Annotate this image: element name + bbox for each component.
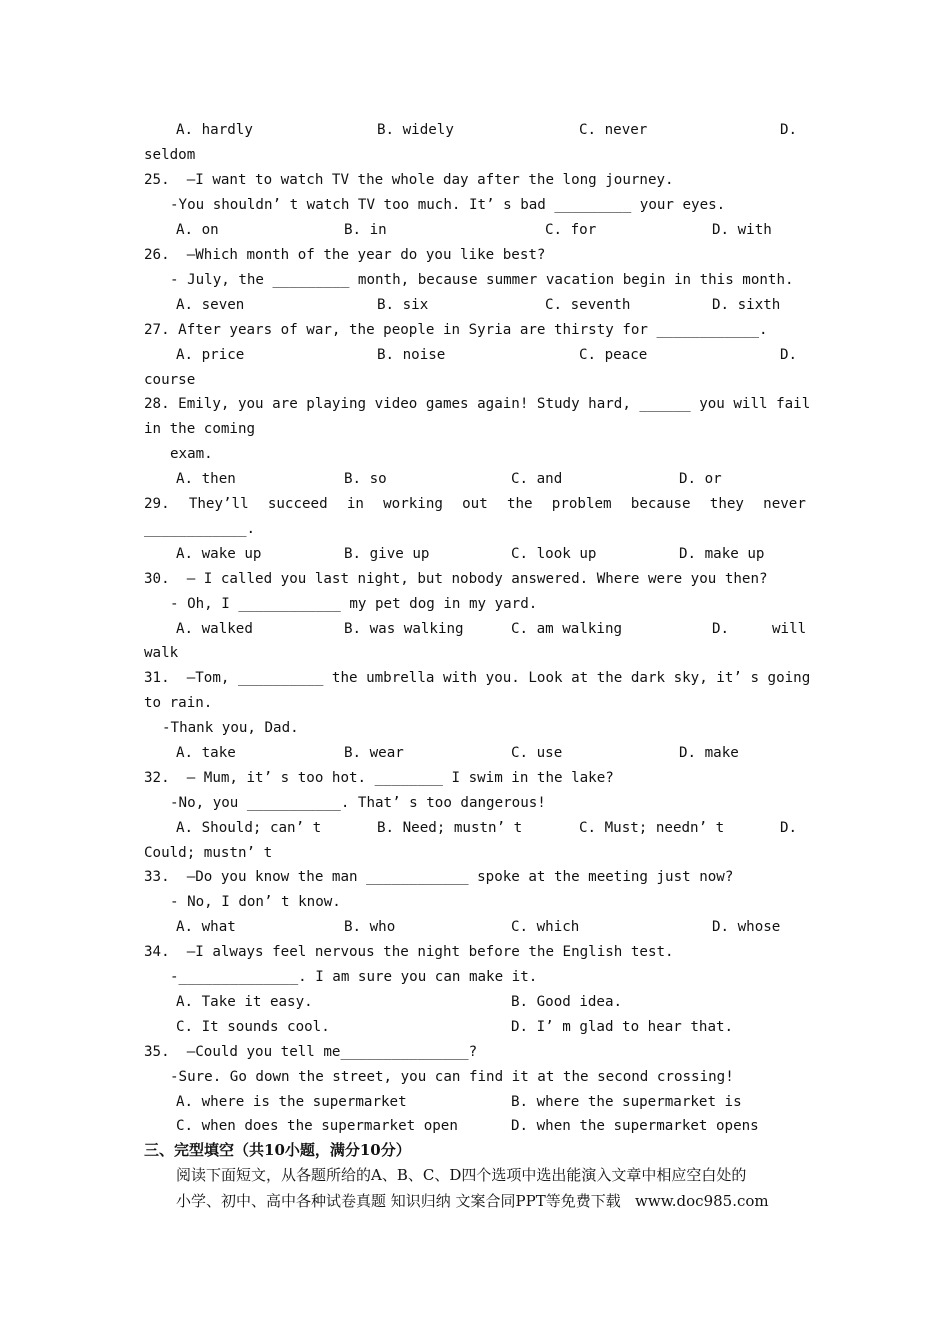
q35-stem: 35. –Could you tell me_______________? xyxy=(144,1044,478,1060)
q33-stem: 33. –Do you know the man ____________ spoke at the meeting just now? xyxy=(144,869,734,885)
option-b: B. noise xyxy=(377,347,446,363)
option-b: B. who xyxy=(344,919,396,935)
q30-reply: - Oh, I ____________ my pet dog in my yard. xyxy=(170,596,538,612)
option-c: C. am walking xyxy=(511,621,623,637)
option-b: B. give up xyxy=(344,546,430,562)
option-c: C. when does the supermarket open xyxy=(176,1118,458,1134)
option-d: D. make up xyxy=(679,546,765,562)
option-a: A. walked xyxy=(176,621,253,637)
option-c: C. and xyxy=(511,471,563,487)
option-d: D. I’ m glad to hear that. xyxy=(511,1019,734,1035)
option-d: D. xyxy=(780,820,798,836)
option-b: B. so xyxy=(344,471,387,487)
q34-stem: 34. –I always feel nervous the night before the English test. xyxy=(144,944,674,960)
option-c: C. look up xyxy=(511,546,597,562)
q32-stem: 32. – Mum, it’ s too hot. ________ I swim in the lake? xyxy=(144,770,614,786)
option-wrap: walk xyxy=(144,645,179,661)
option-a: A. wake up xyxy=(176,546,262,562)
option-b: B. in xyxy=(344,222,387,238)
option-d: D. with xyxy=(712,222,772,238)
option-a: A. then xyxy=(176,471,236,487)
footer-text: 小学、初中、高中各种试卷真题 知识归纳 文案合同PPT等免费下载 www.doc985.com xyxy=(176,1192,769,1210)
q29-stem-cont: ____________. xyxy=(144,521,256,537)
option-a: A. take xyxy=(176,745,236,761)
option-b: B. was walking xyxy=(344,621,464,637)
option-c: C. It sounds cool. xyxy=(176,1019,330,1035)
option-c: C. seventh xyxy=(545,297,631,313)
option-c: C. Must; needn’ t xyxy=(579,820,725,836)
option-a: A. Should; can’ t xyxy=(176,820,322,836)
option-c: C. for xyxy=(545,222,597,238)
option-c: C. never xyxy=(579,122,648,138)
option-a: A. what xyxy=(176,919,236,935)
option-b: B. Need; mustn’ t xyxy=(377,820,523,836)
option-d: D. or xyxy=(679,471,722,487)
option-c: C. use xyxy=(511,745,563,761)
section-heading: 三、完型填空（共10小题，满分10分） xyxy=(144,1141,411,1159)
q26-reply: - July, the _________ month, because summer vacation begin in this month. xyxy=(170,272,794,288)
option-b: B. six xyxy=(377,297,429,313)
option-a: A. seven xyxy=(176,297,245,313)
q28-stem: 28. Emily, you are playing video games again! Study hard, ______ you will fail xyxy=(144,396,811,412)
q31-stem: 31. –Tom, __________ the umbrella with you. Look at the dark sky, it’ s going xyxy=(144,670,811,686)
option-a: A. Take it easy. xyxy=(176,994,313,1010)
q30-stem: 30. – I called you last night, but nobody answered. Where were you then? xyxy=(144,571,768,587)
q35-reply: -Sure. Go down the street, you can find it at the second crossing! xyxy=(170,1069,734,1085)
q34-reply: -______________. I am sure you can make it. xyxy=(170,969,538,985)
q28-stem-cont: exam. xyxy=(170,446,213,462)
option-c: C. which xyxy=(511,919,580,935)
q26-stem: 26. –Which month of the year do you like best? xyxy=(144,247,546,263)
option-d: D. when the supermarket opens xyxy=(511,1118,759,1134)
option-c: C. peace xyxy=(579,347,648,363)
q28-stem-cont: in the coming xyxy=(144,421,256,437)
q31-stem-cont: to rain. xyxy=(144,695,213,711)
option-wrap: seldom xyxy=(144,147,196,163)
option-b: B. where the supermarket is xyxy=(511,1094,742,1110)
option-d: D. xyxy=(712,621,730,637)
option-b: B. widely xyxy=(377,122,454,138)
q33-reply: - No, I don’ t know. xyxy=(170,894,341,910)
q27-stem: 27. After years of war, the people in Syria are thirsty for ____________. xyxy=(144,322,768,338)
option-wrap: Could; mustn’ t xyxy=(144,845,273,861)
option-d: D. sixth xyxy=(712,297,781,313)
option-d: D. xyxy=(780,347,798,363)
option-a: A. on xyxy=(176,222,219,238)
option-d: D. whose xyxy=(712,919,781,935)
option-a: A. hardly xyxy=(176,122,253,138)
option-a: A. where is the supermarket xyxy=(176,1094,407,1110)
q29-stem: 29. They’ll succeed in working out the problem because they never xyxy=(144,496,806,512)
option-d-text: will xyxy=(772,621,807,637)
section-intro: 阅读下面短文，从各题所给的A、B、C、D四个选项中选出能演入文章中相应空白处的 xyxy=(176,1166,747,1184)
option-d: D. xyxy=(780,122,798,138)
option-b: B. wear xyxy=(344,745,404,761)
q31-reply: -Thank you, Dad. xyxy=(162,720,299,736)
q32-reply: -No, you ___________. That’ s too dangerous! xyxy=(170,795,546,811)
option-a: A. price xyxy=(176,347,245,363)
q25-stem: 25. –I want to watch TV the whole day after the long journey. xyxy=(144,172,674,188)
option-b: B. Good idea. xyxy=(511,994,623,1010)
q25-reply: -You shouldn’ t watch TV too much. It’ s bad _________ your eyes. xyxy=(170,197,726,213)
option-wrap: course xyxy=(144,372,196,388)
option-d: D. make xyxy=(679,745,739,761)
